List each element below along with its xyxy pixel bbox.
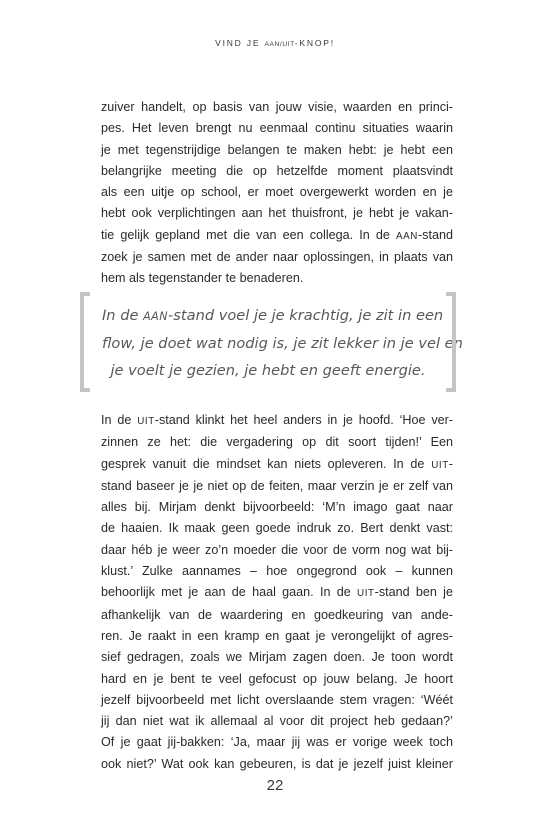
paragraph-2-line [101,454,453,476]
paragraph-1-line [101,247,453,268]
small-caps-term: AAN [396,230,418,242]
pull-quote [80,292,463,392]
paragraph-2-line [101,754,453,775]
small-caps-term: UIT [137,416,155,427]
text-run: - [448,456,453,471]
running-header-post: -KNOP! [294,38,335,48]
paragraph-2-line [101,432,453,453]
text-run: alles bij. Mirjam denkt bijvoorbeeld: ‘M’n imago gaat naar [101,500,453,515]
text-run: hem als tegenstander te benaderen. [101,271,304,286]
text-run: stand baseer je je niet op de feiten, maar verzin je er zelf van [101,478,453,493]
paragraph-2-line [101,497,453,518]
page-number: 22 [266,777,284,794]
paragraph-2-line [101,732,453,753]
paragraph-2-line [101,476,453,497]
text-run: -stand [417,227,453,242]
quote-line [102,330,463,357]
text-run: tie gelijk gepland met die van een collega. In de [101,227,396,242]
paragraph-1-line [101,225,453,247]
text-run: Of je gaat jij-bakken: ‘Ja, maar jij was er vorige week toch [101,735,453,750]
text-run: zuiver handelt, op basis van jouw visie, waarden en princi- [101,100,453,114]
small-caps-term: UIT [357,588,375,600]
small-caps-term: AAN [143,310,169,323]
quote-line [102,302,444,330]
paragraph-2-line [101,669,453,690]
text-run: daar héb je weer zo’n moeder die voor de vorm nog wat bij- [101,542,453,557]
paragraph-2-line [101,518,453,539]
running-header-emph: AAN/UIT [264,41,295,48]
text-run: flow, je doet wat nodig is, je zit lekker in je vel en [102,335,463,352]
quote-line [102,357,434,384]
text-run: pes. Het leven brengt nu eenmaal continu situaties waarin [101,121,453,136]
text-run: hebt ook verplichtingen aan het thuisfront, je hebt je vakan- [101,206,453,221]
paragraph-2-line [101,711,453,732]
paragraph-2-line [101,690,453,711]
text-run: -stand klinkt het heel anders in je hoofd. ‘Hoe ver- [154,413,454,427]
text-run: jij dan niet wat ik allemaal al voor dit project heb gedaan?’ [101,714,453,729]
text-run: ook niet?’ Wat ook kan gebeuren, is dat je jezelf juist kleiner [101,756,453,771]
paragraph-2-line [101,626,453,647]
paragraph-2-line [101,410,453,432]
text-run: zoek je samen met de ander naar oplossingen, in plaats van [101,250,453,265]
text-run: zinnen ze het: die vergadering op dit soort tijden!’ Een [101,435,453,450]
text-run: ren. Je raakt in een kramp en gaat je verongelijkt of agres- [101,628,453,643]
paragraph-1-line [101,161,453,182]
running-header [0,38,550,48]
body-paragraph-2 [101,410,453,775]
text-run: sief gedragen, zoals we Mirjam zagen doen. Je toon wordt [101,650,453,665]
paragraph-2-line [101,561,453,582]
text-run: hard en je bent te veel gefocust op jouw belang. Je hoort [101,671,453,686]
text-run: klust.’ Zulke aannames – hoe ongegrond ook – kunnen [101,564,453,579]
paragraph-1-line [101,118,453,139]
pull-quote-text [102,302,463,384]
quote-bracket-right [446,292,456,392]
text-run: behoorlijk met je aan de haal gaan. In de [101,585,358,600]
paragraph-1-line [101,97,453,118]
paragraph-2-line [101,605,453,626]
text-run: jezelf bijvoorbeeld met licht overslaande stem vragen: ‘Wéét [101,692,453,707]
paragraph-2-line [101,582,453,604]
paragraph-1-line [101,140,453,161]
paragraph-2-line [101,647,453,668]
paragraph-2-line [101,540,453,561]
text-run: afhankelijk van de waardering en goedkeuring van ande- [101,607,453,622]
running-header-pre: VIND JE [215,38,265,48]
text-run: je met tegenstrijdige belangen te maken hebt: je hebt een [101,142,453,157]
paragraph-1-line [101,268,453,289]
body-paragraph-1 [101,97,453,290]
text-run: belangrijke meeting die op hetzelfde moment plaatsvindt [101,163,453,178]
text-run: als een uitje op school, er moet overgewerkt worden en je [101,185,453,200]
text-run: gesprek vanuit die mindset kan niets opleveren. In de [101,456,432,471]
small-caps-term: UIT [431,459,449,471]
text-run: je voelt je gezien, je hebt en geeft energie. [110,362,426,379]
text-run: de haaien. Ik maak geen goede indruk zo. Bert denkt vast: [101,521,453,536]
text-run: -stand ben je [374,585,453,600]
quote-bracket-left [80,292,90,392]
text-run: -stand voel je je krachtig, je zit in een [168,307,444,324]
paragraph-1-line [101,182,453,203]
text-run: In de [102,307,144,324]
paragraph-1-line [101,203,453,224]
text-run: In de [101,413,138,427]
